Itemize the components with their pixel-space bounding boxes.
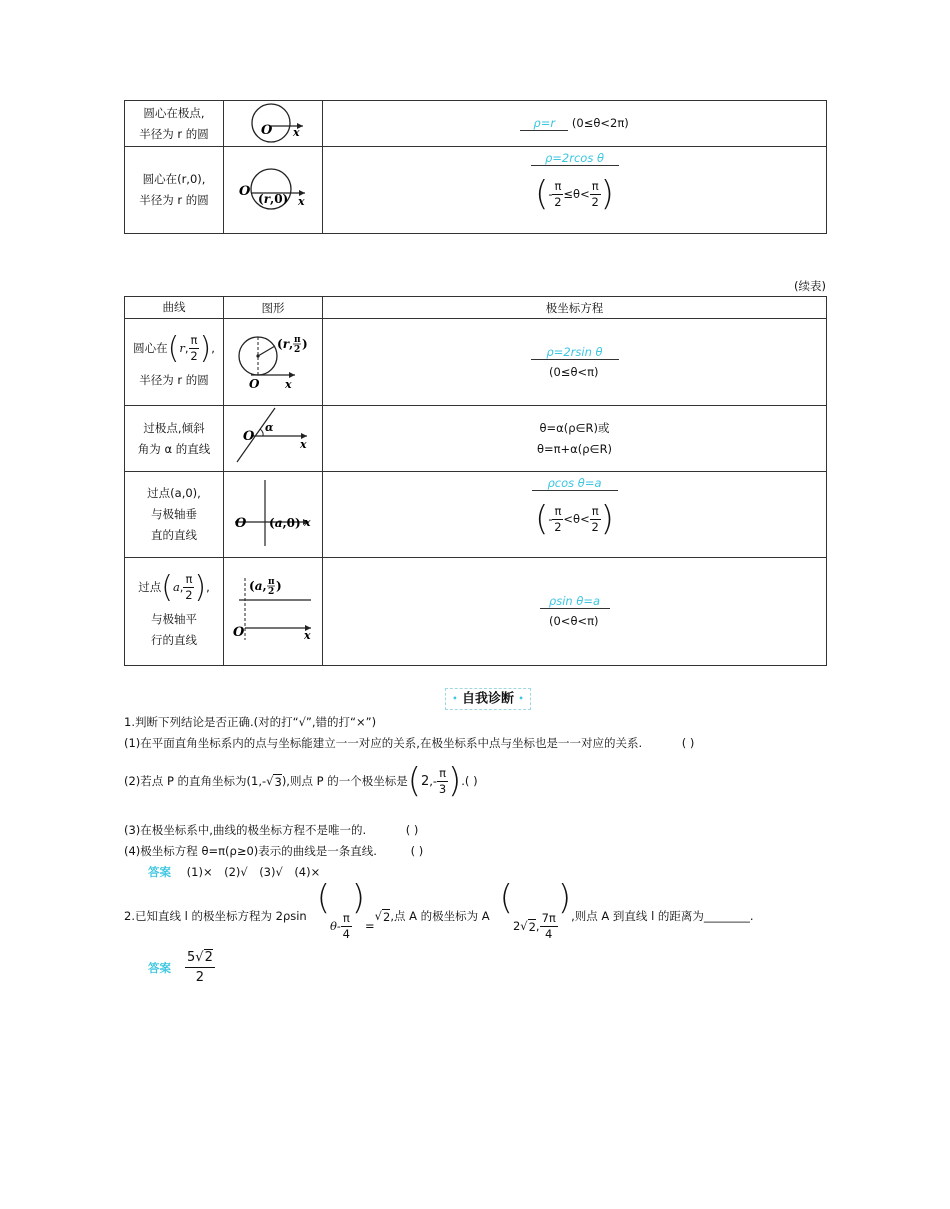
equation-answer: ρ=r	[533, 116, 556, 130]
table-circles-lines-2	[124, 296, 827, 666]
curve-text: 圆心在	[133, 341, 168, 355]
equation-answer: ρ=2rcos θ	[544, 151, 605, 165]
figure-cell	[224, 319, 323, 406]
svg-text:x: x	[298, 194, 305, 208]
question-1-answer: 答案 (1)× (2)√ (3)√ (4)×	[148, 865, 321, 879]
equation-answer: ρsin θ=a	[548, 594, 601, 608]
question-1-item-4: (4)极坐标方程 θ=π(ρ≥0)表示的曲线是一条直线. ( )	[124, 844, 424, 858]
circle-tangent-pole-figure	[225, 159, 321, 219]
svg-text:O: O	[239, 183, 251, 199]
curve-text: 角为 α 的直线	[137, 441, 211, 456]
curve-text: 圆心在极点,	[143, 105, 205, 120]
circle-above-pole-figure	[225, 326, 321, 396]
table-row	[125, 319, 827, 406]
table-row	[125, 147, 827, 234]
answer-blank: ( )	[464, 774, 478, 788]
svg-text:(r,0): (r,0)	[258, 191, 289, 206]
curve-text: 过极点,倾斜	[143, 420, 205, 435]
curve-text: 过点(a,0),	[147, 486, 201, 500]
answer-blank: ( )	[410, 844, 424, 858]
svg-text:π: π	[268, 577, 275, 587]
curve-text: 半径为 r 的圆	[139, 373, 209, 387]
equation-condition: (0≤θ<π)	[549, 365, 599, 379]
table-header-row	[125, 297, 827, 319]
header-curve: 曲线	[125, 297, 224, 319]
section-title: • 自我诊断 •	[445, 688, 531, 710]
equation-cell	[323, 319, 827, 406]
circle-at-pole-figure	[225, 101, 321, 143]
line-through-pole-figure	[225, 406, 321, 468]
equation-line: θ=α(ρ∈R)或	[539, 420, 610, 435]
curve-text: 行的直线	[151, 633, 197, 647]
curve-cell	[125, 406, 224, 472]
svg-text:(r,: (r,	[277, 336, 294, 351]
svg-text:x: x	[304, 516, 311, 529]
vertical-line-figure	[225, 478, 321, 548]
figure-cell	[224, 406, 323, 472]
question-1-item-1: (1)在平面直角坐标系内的点与坐标能建立一一对应的关系,在极坐标系中点与坐标也是一一对应的关系. ( )	[124, 736, 695, 750]
question-1-item-2: (2)若点 P 的直角坐标为(1,- √ 3 ),则点 P 的一个极坐标是 ( 2 ,- $\frac{\pi}{3}$ ) . ( )	[124, 761, 478, 801]
table-row	[125, 101, 827, 147]
equation-cell	[323, 101, 827, 147]
svg-text:O: O	[261, 123, 273, 138]
figure-cell	[224, 472, 323, 558]
curve-text: 直的直线	[151, 528, 197, 542]
table-row	[125, 472, 827, 558]
svg-text:x: x	[285, 377, 292, 391]
svg-text:α: α	[265, 421, 274, 434]
curve-text: 圆心在(r,0),	[142, 172, 206, 186]
curve-cell: 圆心在 ( r , $\frac{\pi}{2}$ ) , 半径为 r 的圆	[125, 319, 224, 406]
header-figure: 图形	[224, 297, 323, 319]
table-row	[125, 558, 827, 666]
answer-blank: ( )	[405, 823, 419, 837]
svg-text:π: π	[294, 334, 301, 345]
curve-cell	[125, 101, 224, 147]
svg-text:O: O	[243, 429, 255, 444]
svg-text:O: O	[249, 376, 260, 391]
header-equation: 极坐标方程	[323, 297, 827, 319]
equation-answer: ρcos θ=a	[547, 476, 602, 490]
svg-text:): )	[276, 579, 282, 593]
equation-line: θ=π+α(ρ∈R)	[536, 441, 613, 456]
curve-text: 过点	[138, 580, 162, 594]
table-circles-1	[124, 100, 827, 234]
question-1-stem: 1.判断下列结论是否正确.(对的打“√”,错的打“×”)	[124, 715, 377, 729]
svg-text:x: x	[293, 126, 300, 139]
figure-cell	[224, 147, 323, 234]
curve-cell	[125, 147, 224, 234]
figure-cell	[224, 101, 323, 147]
curve-text: 与极轴垂	[151, 507, 197, 521]
equation-cell	[323, 472, 827, 558]
svg-text:(a,: (a,	[249, 579, 267, 593]
svg-text:O: O	[233, 625, 245, 640]
answer-blank: ( )	[681, 736, 695, 750]
equation-condition: (0≤θ<2π)	[571, 116, 629, 130]
svg-text:O: O	[235, 516, 247, 531]
curve-text: 半径为 r 的圆	[139, 193, 209, 207]
question-2-answer: 答案 $\frac{5√2}{2}$	[148, 950, 213, 985]
curve-cell	[125, 472, 224, 558]
svg-text:): )	[302, 336, 308, 351]
equation-condition: ( - $\frac{\pi}{2}$ <θ< $\frac{\pi}{2}$ )	[535, 499, 614, 539]
svg-text:x: x	[300, 438, 307, 451]
equation-condition: ( - $\frac{\pi}{2}$ ≤θ< $\frac{\pi}{2}$ )	[535, 174, 614, 214]
equation-condition: (0<θ<π)	[549, 614, 599, 628]
svg-text:2: 2	[294, 344, 301, 355]
svg-text:(a,0): (a,0)	[269, 516, 301, 530]
figure-cell	[224, 558, 323, 666]
equation-cell	[323, 558, 827, 666]
horizontal-line-figure	[225, 570, 321, 650]
equation-cell	[323, 406, 827, 472]
equation-answer: ρ=2rsin θ	[546, 345, 603, 359]
svg-text:2: 2	[268, 587, 275, 597]
question-2-stem: 2.已知直线 l 的极坐标方程为 2ρsin ( θ- $\frac{\pi}{4}$ ) = √ 2 ,点 A 的极坐标为 A ( 2 √ 2 , $\frac{7\pi}{4}$ ) ,则点 A 到直线 l 的距离为________.	[124, 878, 754, 941]
table-row	[125, 406, 827, 472]
svg-text:x: x	[304, 629, 311, 642]
curve-text: 与极轴平	[151, 612, 197, 626]
question-1-item-3: (3)在极坐标系中,曲线的极坐标方程不是唯一的. ( )	[124, 823, 419, 837]
equation-cell	[323, 147, 827, 234]
curve-text: 半径为 r 的圆	[139, 126, 209, 141]
curve-cell: 过点 ( a , $\frac{\pi}{2}$ ) , 与极轴平 行的直线	[125, 558, 224, 666]
continued-label: (续表)	[794, 279, 826, 293]
